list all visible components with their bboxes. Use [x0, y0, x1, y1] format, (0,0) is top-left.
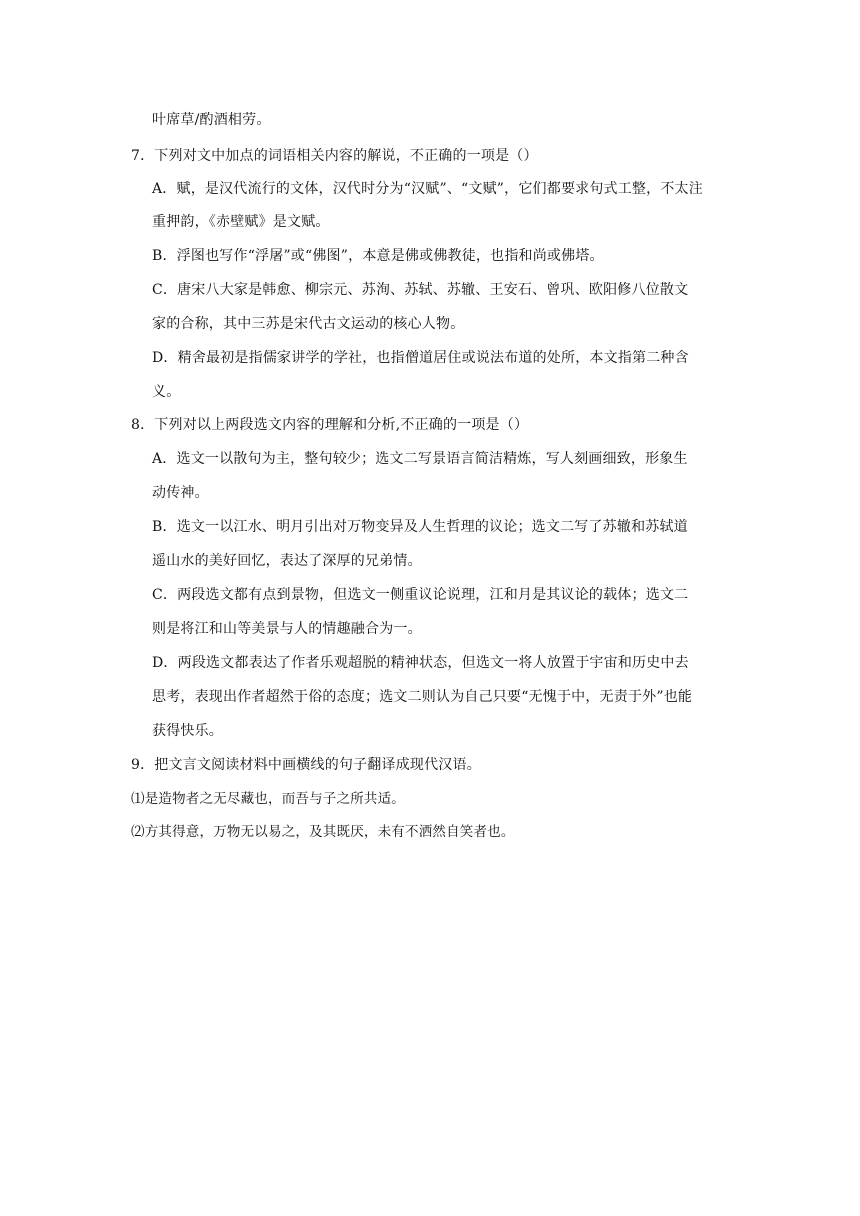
- continuation-line: 叶席草/酌酒相劳。: [152, 112, 271, 128]
- question-8-option-b-line-2: 遥山水的美好回忆，表达了深厚的兄弟情。: [152, 553, 422, 569]
- question-7-option-d-line-1: D．精舍最初是指儒家讲学的学社，也指僧道居住或说法布道的处所，本文指第二种含: [152, 350, 689, 366]
- question-7-option-c-line-2: 家的合称，其中三苏是宋代古文运动的核心人物。: [152, 316, 465, 332]
- question-8-option-d-line-2: 思考，表现出作者超然于俗的态度；选文二则认为自己只要“无愧于中，无责于外”也能: [152, 689, 693, 705]
- question-8-option-a-line-1: A．选文一以散句为主，整句较少；选文二写景语言简洁精炼，写人刻画细致，形象生: [152, 451, 688, 467]
- question-8-option-d-line-1: D．两段选文都表达了作者乐观超脱的精神状态，但选文一将人放置于宇宙和历史中去: [152, 655, 689, 671]
- question-8-option-a-line-2: 动传神。: [152, 485, 209, 501]
- question-8-option-c-line-1: C．两段选文都有点到景物，但选文一侧重议论说理，江和月是其议论的载体；选文二: [152, 587, 689, 603]
- question-7-option-a-line-1: A．赋，是汉代流行的文体，汉代时分为“汉赋”、“文赋”，它们都要求句式工整，不太注: [152, 181, 703, 197]
- question-9-item-2: ⑵方其得意，万物无以易之，及其既厌，未有不洒然自笑者也。: [131, 824, 515, 840]
- question-9-stem: 9．把文言文阅读材料中画横线的句子翻译成现代汉语。: [131, 757, 481, 773]
- question-9-item-1: ⑴是造物者之无尽藏也，而吾与子之所共适。: [131, 791, 405, 807]
- question-8-option-c-line-2: 则是将江和山等美景与人的情趣融合为一。: [152, 621, 422, 637]
- question-7-option-c-line-1: C．唐宋八大家是韩愈、柳宗元、苏洵、苏轼、苏辙、王安石、曾巩、欧阳修八位散文: [152, 282, 689, 298]
- question-7-option-a-line-2: 重押韵，《赤壁赋》是文赋。: [152, 214, 330, 230]
- question-7-stem: 7．下列对文中加点的词语相关内容的解说，不正确的一项是（）: [131, 148, 538, 164]
- question-7-option-d-line-2: 义。: [152, 384, 181, 400]
- question-8-option-b-line-1: B．选文一以江水、明月引出对万物变异及人生哲理的议论；选文二写了苏辙和苏轼道: [152, 519, 688, 535]
- question-8-stem: 8．下列对以上两段选文内容的理解和分析,不正确的一项是（）: [131, 417, 529, 433]
- question-7-option-b-line-1: B．浮图也写作“浮屠”或“佛图”，本意是佛或佛教徒，也指和尚或佛塔。: [152, 248, 604, 264]
- question-8-option-d-line-3: 获得快乐。: [152, 723, 223, 739]
